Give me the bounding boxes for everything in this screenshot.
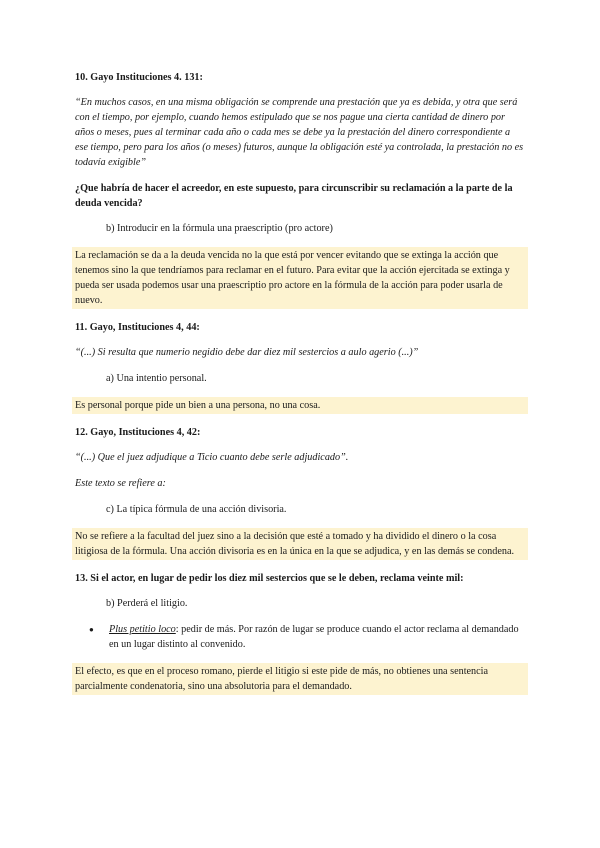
bullet-dot-icon: ● [89,625,94,634]
question-10-explanation: La reclamación se da a la deuda vencida no la que está por vencer evitando que se extinga la acción que tenemos sino la que tendríamos para reclamar en el futuro. Para evitar que la acción ejercitada se extinga y pueda ser usada podemos usar una praescriptio pro actore en la fórmula de la acción para poder usarla de nuevo. [72,247,528,309]
question-12 [75,425,525,560]
question-11 [75,320,525,414]
question-10 [75,70,525,309]
question-12-answer: c) La típica fórmula de una acción divisoria. [106,504,287,515]
question-11-quote: “(...) Si resulta que numerio negidio debe dar diez mil sestercios a aulo agerio (...)” [75,347,419,358]
question-10-heading: 10. Gayo Instituciones 4. 131: [75,72,203,83]
question-11-answer: a) Una intentio personal. [106,373,207,384]
question-12-quote: “(...) Que el juez adjudique a Ticio cuanto debe serle adjudicado”. [75,452,349,463]
question-11-heading: 11. Gayo, Instituciones 4, 44: [75,322,200,333]
question-13-bullet-text [109,622,525,652]
question-10-answer: b) Introducir en la fórmula una praescriptio (pro actore) [106,223,333,234]
question-12-note: Este texto se refiere a: [75,478,166,489]
question-13-heading: 13. Si el actor, en lugar de pedir los diez mil sestercios que se le deben, reclama veinte mil: [75,573,464,584]
question-13 [75,571,525,695]
question-13-bullet-description: : pedir de más. Por razón de lugar se produce cuando el actor reclama al demandado en un lugar distinto al convenido. [109,624,519,650]
question-13-explanation: El efecto, es que en el proceso romano, pierde el litigio si este pide de más, no obtienes una sentencia parcialmente condenatoria, sino una absolutoria para el demandado. [72,663,528,695]
question-11-explanation: Es personal porque pide un bien a una persona, no una cosa. [72,397,528,414]
question-10-quote: “En muchos casos, en una misma obligación se comprende una prestación que ya es debida, y otra que será con el tiempo, por ejemplo, cuando hemos estipulado que se nos pague una cierta cantidad de dinero por años o meses, pues al terminar cada año o cada mes se debe ya la prestación del dinero correspondiente a ese tiempo, pero para los años (o meses) futuros, aunque la obligación esté ya controlada, la prestación no es todavía exigible” [75,97,524,168]
question-12-heading: 12. Gayo, Instituciones 4, 42: [75,427,201,438]
question-13-answer: b) Perderá el litigio. [106,598,188,609]
question-13-bullet [75,622,525,652]
question-10-prompt: ¿Que habría de hacer el acreedor, en este supuesto, para circunscribir su reclamación a la parte de la deuda vencida? [75,183,513,209]
question-13-bullet-term: Plus petitio loco [109,624,176,635]
question-12-explanation: No se refiere a la facultad del juez sino a la decisión que esté a tomado y ha dividido el dinero o la cosa litigiosa de la fórmula. Una acción divisoria es en la única en la que se adjudica, y en las demás se condena. [72,528,528,560]
